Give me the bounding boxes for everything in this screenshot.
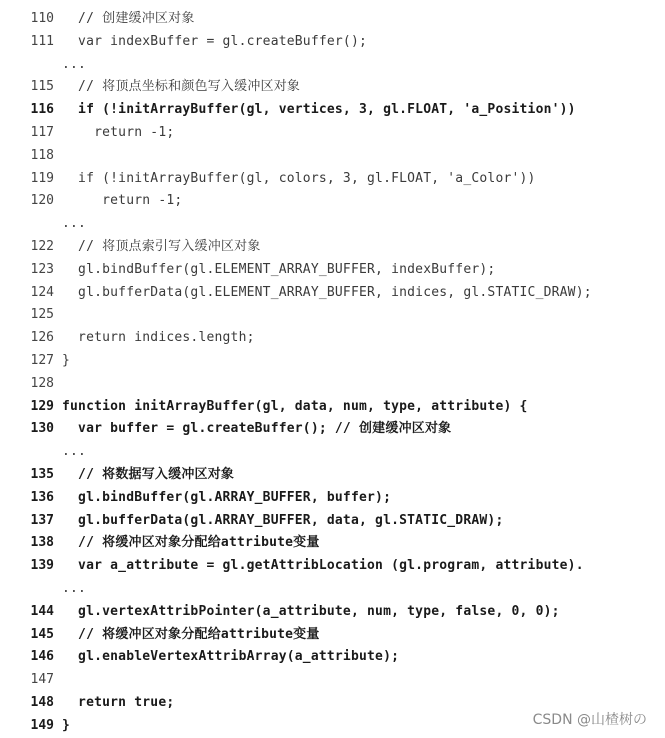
code-text: // 将缓冲区对象分配给attribute变量 bbox=[62, 535, 320, 551]
code-text: gl.bufferData(gl.ELEMENT_ARRAY_BUFFER, indices, gl.STATIC_DRAW); bbox=[62, 284, 592, 300]
code-line bbox=[0, 510, 665, 533]
code-line bbox=[0, 236, 665, 259]
code-line bbox=[0, 669, 665, 692]
code-text: ... bbox=[62, 444, 87, 460]
line-number: 149 bbox=[30, 717, 54, 733]
code-line bbox=[0, 578, 665, 601]
code-line bbox=[0, 54, 665, 77]
watermark-label: CSDN @山楂树の bbox=[532, 712, 647, 728]
code-text: return true; bbox=[62, 694, 175, 710]
line-number: 135 bbox=[30, 466, 54, 482]
line-number bbox=[0, 213, 54, 236]
code-text: gl.vertexAttribPointer(a_attribute, num, type, false, 0, 0); bbox=[62, 603, 560, 619]
code-line bbox=[0, 646, 665, 669]
code-line bbox=[0, 76, 665, 99]
code-line bbox=[0, 555, 665, 578]
code-line bbox=[0, 282, 665, 305]
line-number: 117 bbox=[30, 124, 54, 140]
code-text: var a_attribute = gl.getAttribLocation (gl.program, attribute). bbox=[62, 558, 584, 574]
line-number: 137 bbox=[30, 512, 54, 528]
code-line bbox=[0, 327, 665, 350]
code-line bbox=[0, 99, 665, 122]
code-text: // 将顶点索引写入缓冲区对象 bbox=[62, 238, 261, 254]
line-number bbox=[0, 441, 54, 464]
code-text bbox=[54, 373, 62, 396]
code-text bbox=[54, 145, 62, 168]
code-text: var buffer = gl.createBuffer(); // 创建缓冲区对象 bbox=[62, 421, 452, 437]
code-text: function initArrayBuffer(gl, data, num, type, attribute) { bbox=[62, 398, 528, 414]
code-line bbox=[0, 373, 665, 396]
code-text bbox=[54, 304, 62, 327]
code-text: // 将顶点坐标和颜色写入缓冲区对象 bbox=[62, 79, 301, 95]
code-line bbox=[0, 350, 665, 373]
code-text: // 将缓冲区对象分配给attribute变量 bbox=[62, 626, 320, 642]
line-number: 124 bbox=[30, 284, 54, 300]
code-line bbox=[0, 122, 665, 145]
code-text: if (!initArrayBuffer(gl, colors, 3, gl.FLOAT, 'a_Color')) bbox=[62, 170, 536, 186]
line-number bbox=[0, 578, 54, 601]
code-line bbox=[0, 145, 665, 168]
line-number: 144 bbox=[30, 603, 54, 619]
line-number: 146 bbox=[30, 649, 54, 665]
line-number: 119 bbox=[30, 170, 54, 186]
code-line bbox=[0, 8, 665, 31]
line-number: 122 bbox=[30, 238, 54, 254]
code-line bbox=[0, 396, 665, 419]
code-text: gl.enableVertexAttribArray(a_attribute); bbox=[62, 649, 400, 665]
code-line bbox=[0, 168, 665, 191]
line-number: 139 bbox=[30, 558, 54, 574]
line-number: 130 bbox=[30, 421, 54, 437]
code-text: var indexBuffer = gl.createBuffer(); bbox=[62, 33, 368, 49]
code-text: return -1; bbox=[62, 124, 175, 140]
code-text: // 创建缓冲区对象 bbox=[62, 11, 195, 26]
code-line bbox=[0, 418, 665, 441]
code-text: } bbox=[62, 717, 71, 733]
code-line bbox=[0, 532, 665, 555]
line-number: 116 bbox=[30, 102, 54, 118]
code-line bbox=[0, 601, 665, 624]
line-number: 115 bbox=[30, 79, 54, 95]
code-text: return indices.length; bbox=[62, 330, 255, 346]
code-line bbox=[0, 624, 665, 647]
code-text: if (!initArrayBuffer(gl, vertices, 3, gl.FLOAT, 'a_Position')) bbox=[62, 102, 576, 118]
line-number: 120 bbox=[30, 193, 54, 209]
line-number: 123 bbox=[30, 261, 54, 277]
line-number: 118 bbox=[30, 147, 54, 163]
line-number: 147 bbox=[30, 672, 54, 688]
line-number: 129 bbox=[30, 398, 54, 414]
code-text: ... bbox=[62, 56, 87, 72]
code-listing bbox=[0, 8, 665, 738]
line-number: 110 bbox=[30, 11, 54, 26]
code-text bbox=[54, 669, 62, 692]
code-text: // 将数据写入缓冲区对象 bbox=[62, 466, 235, 482]
line-number: 125 bbox=[30, 307, 54, 323]
line-number: 127 bbox=[30, 352, 54, 368]
code-text: return -1; bbox=[62, 193, 183, 209]
code-line bbox=[0, 304, 665, 327]
code-text: gl.bindBuffer(gl.ARRAY_BUFFER, buffer); bbox=[62, 489, 392, 505]
code-line bbox=[0, 464, 665, 487]
code-line bbox=[0, 31, 665, 54]
code-line bbox=[0, 441, 665, 464]
code-text: ... bbox=[62, 216, 87, 232]
code-line bbox=[0, 213, 665, 236]
code-line bbox=[0, 487, 665, 510]
line-number: 136 bbox=[30, 489, 54, 505]
line-number: 128 bbox=[30, 375, 54, 391]
code-text: gl.bindBuffer(gl.ELEMENT_ARRAY_BUFFER, indexBuffer); bbox=[62, 261, 496, 277]
line-number: 138 bbox=[30, 535, 54, 551]
code-text: } bbox=[62, 352, 71, 368]
code-line bbox=[0, 259, 665, 282]
code-text: gl.bufferData(gl.ARRAY_BUFFER, data, gl.STATIC_DRAW); bbox=[62, 512, 504, 528]
line-number: 111 bbox=[30, 33, 54, 49]
line-number: 148 bbox=[30, 694, 54, 710]
line-number bbox=[0, 54, 54, 77]
code-text: ... bbox=[62, 580, 87, 596]
line-number: 145 bbox=[30, 626, 54, 642]
code-line bbox=[0, 190, 665, 213]
line-number: 126 bbox=[30, 330, 54, 346]
